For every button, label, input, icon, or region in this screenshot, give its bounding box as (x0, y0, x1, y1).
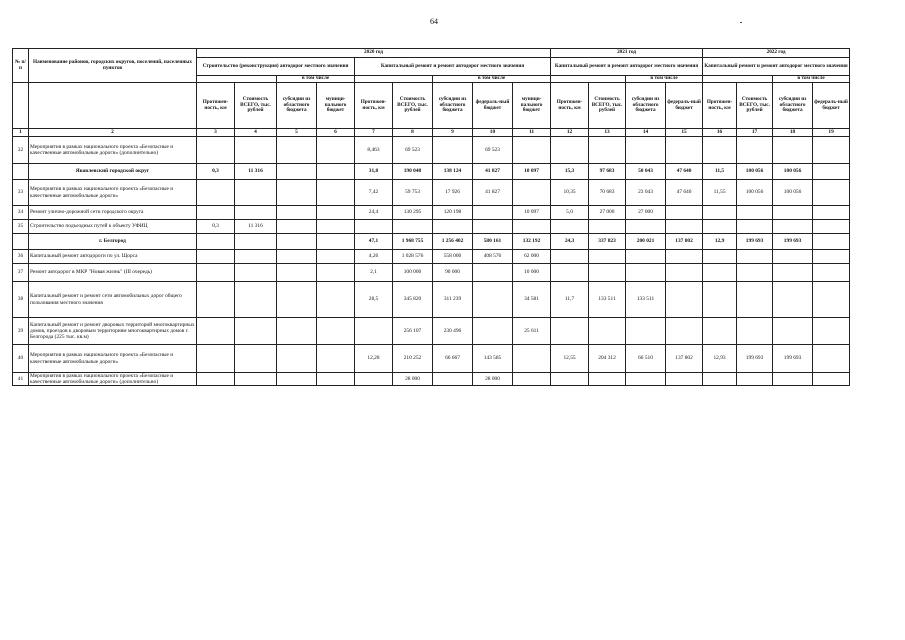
value-cell: 47 640 (666, 164, 703, 180)
subtotal-row (13, 164, 850, 180)
value-cell: 70 683 (589, 180, 626, 206)
header-num: № п/п (13, 49, 29, 83)
value-cell (317, 250, 355, 264)
value-cell (626, 250, 666, 264)
value-cell (773, 373, 813, 386)
value-cell (235, 137, 277, 164)
value-cell: 199 693 (737, 345, 773, 373)
value-cell: 256 107 (393, 318, 433, 345)
value-cell: 12,55 (551, 345, 589, 373)
header-cost: Стоимость ВСЕГО, тыс. рублей (235, 83, 277, 129)
value-cell: 69 523 (393, 137, 433, 164)
table-row (13, 250, 850, 264)
header-length: Протяжен-ность, км (703, 83, 737, 129)
value-cell: 28 000 (473, 373, 513, 386)
value-cell: 100 000 (393, 264, 433, 282)
value-cell: 7,42 (355, 180, 393, 206)
value-cell (626, 318, 666, 345)
value-cell (317, 206, 355, 220)
header-blank-c (551, 76, 626, 83)
value-cell (773, 220, 813, 234)
value-cell (773, 137, 813, 164)
value-cell (589, 250, 626, 264)
value-cell (773, 250, 813, 264)
row-name: Яковлевский городской округ (29, 164, 197, 180)
value-cell: 130 295 (393, 206, 433, 220)
scan-mark (740, 22, 742, 23)
value-cell (813, 373, 850, 386)
value-cell (813, 282, 850, 318)
row-name: Мероприятия в рамках национального проекта «Безопасные и качественные автомобильные дороги» (дополнительно) (29, 137, 197, 164)
value-cell: 200 021 (626, 234, 666, 250)
value-cell: 28 000 (393, 373, 433, 386)
road-works-table (12, 48, 850, 386)
header-incl-b: в том числе (433, 76, 551, 83)
table-row (13, 180, 850, 206)
value-cell: 580 161 (473, 234, 513, 250)
value-cell (473, 282, 513, 318)
value-cell: 12,93 (703, 345, 737, 373)
value-cell (235, 282, 277, 318)
row-name: Ремонт автодорог в МКР "Новая жизнь" (III очередь) (29, 264, 197, 282)
value-cell: 10,35 (551, 180, 589, 206)
row-number (13, 164, 29, 180)
row-number: 36 (13, 250, 29, 264)
value-cell (277, 180, 317, 206)
value-cell: 11,55 (703, 180, 737, 206)
value-cell: 230 496 (433, 318, 473, 345)
row-name: Капитальный ремонт и ремонт дворовых территорий многоквартирных домов, проездов к дворовым территориям многоквартирных домов г. Белгорода (225 тыс. кв.м) (29, 318, 197, 345)
value-cell (703, 318, 737, 345)
value-cell (277, 264, 317, 282)
value-cell (197, 282, 235, 318)
value-cell (703, 206, 737, 220)
value-cell (737, 282, 773, 318)
value-cell (773, 206, 813, 220)
value-cell (235, 373, 277, 386)
value-cell: 210 252 (393, 345, 433, 373)
value-cell (773, 282, 813, 318)
value-cell: 97 683 (589, 164, 626, 180)
table-row (13, 206, 850, 220)
value-cell (277, 164, 317, 180)
column-number: 8 (393, 129, 433, 137)
table-row (13, 318, 850, 345)
row-number: 33 (13, 180, 29, 206)
value-cell (277, 206, 317, 220)
value-cell (433, 220, 473, 234)
value-cell: 12,9 (703, 234, 737, 250)
value-cell (737, 220, 773, 234)
column-number: 13 (589, 129, 626, 137)
header-federal: федераль-ный бюджет (813, 83, 850, 129)
value-cell: 28,5 (355, 282, 393, 318)
value-cell (197, 264, 235, 282)
value-cell (813, 318, 850, 345)
value-cell (737, 206, 773, 220)
value-cell: 311 239 (433, 282, 473, 318)
value-cell (551, 318, 589, 345)
table-row (13, 137, 850, 164)
value-cell (433, 373, 473, 386)
value-cell (703, 282, 737, 318)
value-cell: 12,28 (355, 345, 393, 373)
value-cell (473, 318, 513, 345)
value-cell: 100 056 (773, 164, 813, 180)
value-cell (666, 206, 703, 220)
header-blank-a (197, 76, 277, 83)
column-number: 12 (551, 129, 589, 137)
value-cell (317, 282, 355, 318)
value-cell: 11 316 (235, 220, 277, 234)
header-length: Протяжен-ность, км (355, 83, 393, 129)
header-name: Наименование районов, городских округов, поселений, населенных пунктов (29, 49, 197, 83)
value-cell (737, 373, 773, 386)
value-cell: 0,3 (197, 164, 235, 180)
value-cell (433, 137, 473, 164)
row-name: Мероприятия в рамках национального проекта «Безопасные и качественные автомобильные дороги» (29, 345, 197, 373)
value-cell (737, 264, 773, 282)
value-cell (197, 373, 235, 386)
value-cell (551, 220, 589, 234)
column-number: 11 (513, 129, 551, 137)
value-cell (813, 345, 850, 373)
value-cell: 204 312 (589, 345, 626, 373)
row-name: г. Белгород (29, 234, 197, 250)
value-cell (589, 318, 626, 345)
header-2020-construction: Строительство (реконструкция) автодорог местного значения (197, 58, 355, 76)
value-cell: 133 511 (589, 282, 626, 318)
value-cell (737, 318, 773, 345)
value-cell (813, 180, 850, 206)
column-number: 17 (737, 129, 773, 137)
value-cell (355, 373, 393, 386)
value-cell: 10 000 (513, 264, 551, 282)
value-cell (551, 373, 589, 386)
value-cell: 10 097 (513, 206, 551, 220)
value-cell: 1 968 755 (393, 234, 433, 250)
value-cell: 17 926 (433, 180, 473, 206)
value-cell: 34 581 (513, 282, 551, 318)
value-cell (513, 373, 551, 386)
value-cell (235, 180, 277, 206)
row-name: Мероприятия в рамках национального проекта «Безопасные и качественные автомобильные дороги» (29, 180, 197, 206)
column-numbers-row (13, 129, 850, 137)
value-cell (813, 250, 850, 264)
value-cell (666, 373, 703, 386)
value-cell (317, 180, 355, 206)
value-cell: 11,7 (551, 282, 589, 318)
header-cost: Стоимость ВСЕГО, тыс. рублей (737, 83, 773, 129)
value-cell: 1 256 402 (433, 234, 473, 250)
header-length: Протяжен-ность, км (551, 83, 589, 129)
value-cell (277, 373, 317, 386)
value-cell (551, 264, 589, 282)
value-cell: 1 028 576 (393, 250, 433, 264)
value-cell (513, 220, 551, 234)
header-incl-c: в том числе (626, 76, 703, 83)
row-number: 40 (13, 345, 29, 373)
table-row (13, 345, 850, 373)
value-cell: 23 043 (626, 180, 666, 206)
value-cell: 66 667 (433, 345, 473, 373)
value-cell (277, 250, 317, 264)
value-cell: 27 000 (626, 206, 666, 220)
value-cell: 11,5 (703, 164, 737, 180)
value-cell: 8,463 (355, 137, 393, 164)
header-municipal: муници-пального бюджет (317, 83, 355, 129)
value-cell: 11 316 (235, 164, 277, 180)
value-cell (235, 250, 277, 264)
value-cell (703, 373, 737, 386)
value-cell (813, 234, 850, 250)
value-cell (277, 318, 317, 345)
value-cell: 337 823 (589, 234, 626, 250)
header-cost: Стоимость ВСЕГО, тыс. рублей (393, 83, 433, 129)
header-num-cont (13, 83, 29, 129)
value-cell (277, 282, 317, 318)
value-cell (626, 220, 666, 234)
value-cell: 47,1 (355, 234, 393, 250)
header-subsidy: субсидии из областного бюджета (433, 83, 473, 129)
header-incl-a: в том числе (277, 76, 355, 83)
column-number: 2 (29, 129, 197, 137)
column-number: 4 (235, 129, 277, 137)
value-cell: 345 820 (393, 282, 433, 318)
value-cell: 137 802 (666, 234, 703, 250)
value-cell (666, 282, 703, 318)
header-2020: 2020 год (197, 49, 551, 58)
header-2020-repair: Капитальный ремонт и ремонт автодорог местного значения (355, 58, 551, 76)
value-cell: 59 753 (393, 180, 433, 206)
value-cell: 100 056 (773, 180, 813, 206)
column-number: 14 (626, 129, 666, 137)
value-cell: 10 097 (513, 164, 551, 180)
value-cell (277, 220, 317, 234)
value-cell (355, 318, 393, 345)
value-cell: 69 523 (473, 137, 513, 164)
value-cell: 27 000 (589, 206, 626, 220)
header-federal: федераль-ный бюджет (473, 83, 513, 129)
value-cell (666, 264, 703, 282)
value-cell: 137 802 (666, 345, 703, 373)
column-number: 7 (355, 129, 393, 137)
header-2021: 2021 год (551, 49, 703, 58)
value-cell (235, 318, 277, 345)
value-cell: 66 510 (626, 345, 666, 373)
column-number: 15 (666, 129, 703, 137)
value-cell: 408 576 (473, 250, 513, 264)
value-cell (773, 318, 813, 345)
table-row (13, 373, 850, 386)
value-cell (317, 164, 355, 180)
value-cell (197, 180, 235, 206)
value-cell: 90 000 (433, 264, 473, 282)
table-row (13, 220, 850, 234)
value-cell: 41 827 (473, 180, 513, 206)
value-cell (393, 220, 433, 234)
value-cell: 100 056 (737, 180, 773, 206)
value-cell: 199 693 (773, 345, 813, 373)
value-cell (589, 264, 626, 282)
row-name: Капитальный ремонт автодороги по ул. Щорса (29, 250, 197, 264)
value-cell (197, 345, 235, 373)
value-cell (197, 206, 235, 220)
row-number: 38 (13, 282, 29, 318)
value-cell: 199 693 (737, 234, 773, 250)
value-cell: 15,3 (551, 164, 589, 180)
value-cell: 5,0 (551, 206, 589, 220)
value-cell (626, 373, 666, 386)
value-cell: 132 192 (513, 234, 551, 250)
column-number: 19 (813, 129, 850, 137)
value-cell (473, 206, 513, 220)
value-cell (813, 220, 850, 234)
value-cell (197, 137, 235, 164)
value-cell (813, 137, 850, 164)
value-cell (317, 220, 355, 234)
column-number: 9 (433, 129, 473, 137)
value-cell: 120 198 (433, 206, 473, 220)
value-cell (277, 234, 317, 250)
header-2021-repair: Капитальный ремонт и ремонт автодорог местного значения (551, 58, 703, 76)
value-cell (589, 220, 626, 234)
value-cell (355, 220, 393, 234)
header-length: Протяжен-ность, км (197, 83, 235, 129)
row-number (13, 234, 29, 250)
value-cell (703, 137, 737, 164)
value-cell (703, 250, 737, 264)
value-cell: 0,3 (197, 220, 235, 234)
value-cell (589, 373, 626, 386)
row-name: Капитальный ремонт и ремонт сети автомобильных дорог общего пользования местного значения (29, 282, 197, 318)
column-number: 1 (13, 129, 29, 137)
value-cell (813, 164, 850, 180)
value-cell (317, 345, 355, 373)
value-cell (703, 264, 737, 282)
value-cell: 2,1 (355, 264, 393, 282)
value-cell (551, 250, 589, 264)
header-name-cont (29, 83, 197, 129)
value-cell (317, 318, 355, 345)
value-cell (666, 137, 703, 164)
value-cell: 143 585 (473, 345, 513, 373)
header-blank-b (355, 76, 433, 83)
header-subsidy: субсидии из областного бюджета (277, 83, 317, 129)
value-cell (551, 137, 589, 164)
value-cell: 47 640 (666, 180, 703, 206)
page-number: 64 (430, 17, 438, 26)
value-cell (235, 206, 277, 220)
value-cell (666, 318, 703, 345)
value-cell (235, 264, 277, 282)
value-cell (277, 137, 317, 164)
row-number: 34 (13, 206, 29, 220)
value-cell: 4,26 (355, 250, 393, 264)
row-number: 35 (13, 220, 29, 234)
value-cell (197, 234, 235, 250)
column-number: 16 (703, 129, 737, 137)
value-cell: 31,8 (355, 164, 393, 180)
value-cell (317, 264, 355, 282)
value-cell (317, 373, 355, 386)
value-cell (666, 220, 703, 234)
value-cell (589, 137, 626, 164)
value-cell: 24,3 (551, 234, 589, 250)
header-cost: Стоимость ВСЕГО, тыс. рублей (589, 83, 626, 129)
header-incl-d: в том числе (773, 76, 850, 83)
row-name: Ремонт улично-дорожной сети городского округа (29, 206, 197, 220)
value-cell (737, 137, 773, 164)
row-name: Мероприятия в рамках национального проекта «Безопасные и качественные автомобильные дороги» (дополнительно) (29, 373, 197, 386)
value-cell (513, 137, 551, 164)
value-cell (513, 180, 551, 206)
subtotal-row (13, 234, 850, 250)
row-name: Строительство подъездных путей к объекту УФИЦ (29, 220, 197, 234)
row-number: 39 (13, 318, 29, 345)
column-number: 18 (773, 129, 813, 137)
value-cell: 133 511 (626, 282, 666, 318)
value-cell (773, 264, 813, 282)
value-cell (473, 264, 513, 282)
row-number: 41 (13, 373, 29, 386)
header-municipal: муници-пального бюджет (513, 83, 551, 129)
value-cell (626, 264, 666, 282)
value-cell (703, 220, 737, 234)
value-cell (197, 250, 235, 264)
value-cell: 62 000 (513, 250, 551, 264)
header-blank-d (703, 76, 773, 83)
table-row (13, 282, 850, 318)
value-cell: 100 056 (737, 164, 773, 180)
value-cell (626, 137, 666, 164)
column-number: 10 (473, 129, 513, 137)
column-number: 5 (277, 129, 317, 137)
header-2022: 2022 год (703, 49, 850, 58)
row-number: 37 (13, 264, 29, 282)
header-federal: федераль-ный бюджет (666, 83, 703, 129)
row-number: 32 (13, 137, 29, 164)
value-cell (235, 345, 277, 373)
value-cell (813, 206, 850, 220)
value-cell: 138 124 (433, 164, 473, 180)
value-cell: 558 000 (433, 250, 473, 264)
value-cell (473, 220, 513, 234)
value-cell (277, 345, 317, 373)
value-cell (737, 250, 773, 264)
value-cell: 50 043 (626, 164, 666, 180)
table-row (13, 264, 850, 282)
value-cell: 190 048 (393, 164, 433, 180)
value-cell (197, 318, 235, 345)
value-cell (513, 345, 551, 373)
value-cell (813, 264, 850, 282)
value-cell (666, 250, 703, 264)
value-cell: 41 827 (473, 164, 513, 180)
column-number: 3 (197, 129, 235, 137)
value-cell: 199 693 (773, 234, 813, 250)
value-cell: 24,4 (355, 206, 393, 220)
column-number: 6 (317, 129, 355, 137)
value-cell (235, 234, 277, 250)
value-cell (317, 234, 355, 250)
header-subsidy: субсидии из областного бюджета (626, 83, 666, 129)
value-cell: 25 611 (513, 318, 551, 345)
header-subsidy: субсидии из областного бюджета (773, 83, 813, 129)
header-2022-repair: Капитальный ремонт и ремонт автодорог местного значения (703, 58, 850, 76)
value-cell (317, 137, 355, 164)
